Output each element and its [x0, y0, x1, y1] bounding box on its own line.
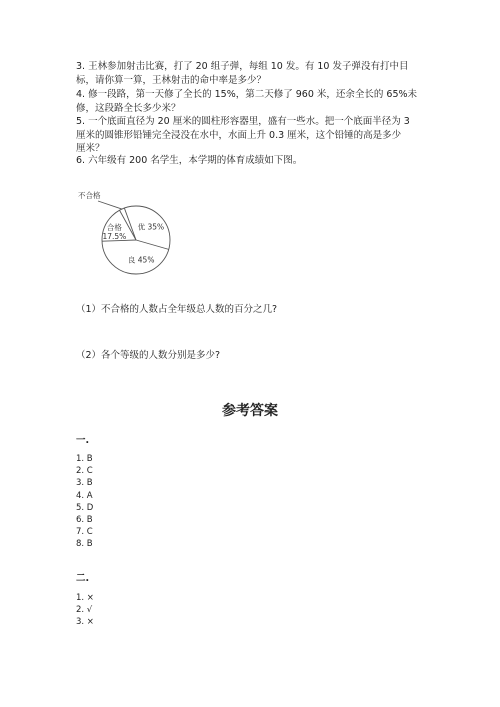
answer-item: 3. B — [76, 478, 93, 489]
question-4-line-2: 修，这段路全长多少米？ — [76, 102, 181, 114]
question-3-line-2: 标，请你算一算，王林射击的命中率是多少？ — [76, 74, 267, 86]
pie-value-label-2: 17.5% — [102, 232, 127, 242]
question-4 — [76, 88, 417, 115]
answer-item: 1. × — [76, 593, 94, 603]
grade-pie-chart — [76, 185, 196, 275]
answer-item: 2. C — [76, 466, 93, 477]
question-6 — [76, 154, 302, 168]
question-4-line-1: 4. 修一段路，第一天修了全长的 15%，第二天修了 960 米，还余全长的 65%未 — [76, 89, 418, 100]
answer-item: 2. √ — [76, 605, 93, 616]
pie-label-0: 优 35% — [137, 222, 165, 232]
sub-question-2: （2）各个等级的人数分别是多少? — [76, 350, 221, 361]
section-2-answers — [76, 592, 94, 629]
question-5-line-1: 5. 一个底面直径为 20 厘米的圆柱形容器里，盛有一些水。把一个底面半径为 3 — [76, 116, 410, 127]
answer-item: 1. B — [76, 454, 93, 464]
pie-label-2: 合格 — [106, 223, 122, 233]
question-5-line-3: 厘米？ — [76, 143, 105, 154]
question-3-line-1: 3. 王林参加射击比赛，打了 20 组子弹，每组 10 发。有 10 发子弹没有打中目 — [76, 61, 409, 72]
sub-question-1: （1）不合格的人数占全年级总人数的百分之几? — [76, 304, 278, 315]
answer-item: 3. × — [76, 617, 94, 628]
question-6-line-1: 6. 六年级有 200 名学生，本学期的体育成绩如下图。 — [76, 155, 303, 166]
answer-item: 7. C — [76, 527, 93, 538]
pie-label-3: 不合格 — [78, 191, 101, 200]
answer-key-title: 参考答案 — [222, 403, 278, 419]
answer-item: 6. B — [76, 514, 93, 525]
pie-leader-line — [98, 201, 122, 209]
question-5-line-2: 厘米的圆锥形铅锤完全浸没在水中，水面上升 0.3 厘米，这个铅锤的高是多少 — [76, 129, 402, 141]
section-1-label: 一. — [76, 435, 90, 446]
section-2-label: 二. — [76, 573, 90, 584]
question-3 — [76, 60, 408, 87]
answer-item: 4. A — [76, 490, 93, 501]
pie-label-1: 良 45% — [127, 255, 155, 265]
answer-item: 8. B — [76, 539, 93, 550]
question-5 — [76, 115, 410, 156]
answer-item: 5. D — [76, 502, 94, 513]
section-1-answers — [76, 453, 93, 551]
